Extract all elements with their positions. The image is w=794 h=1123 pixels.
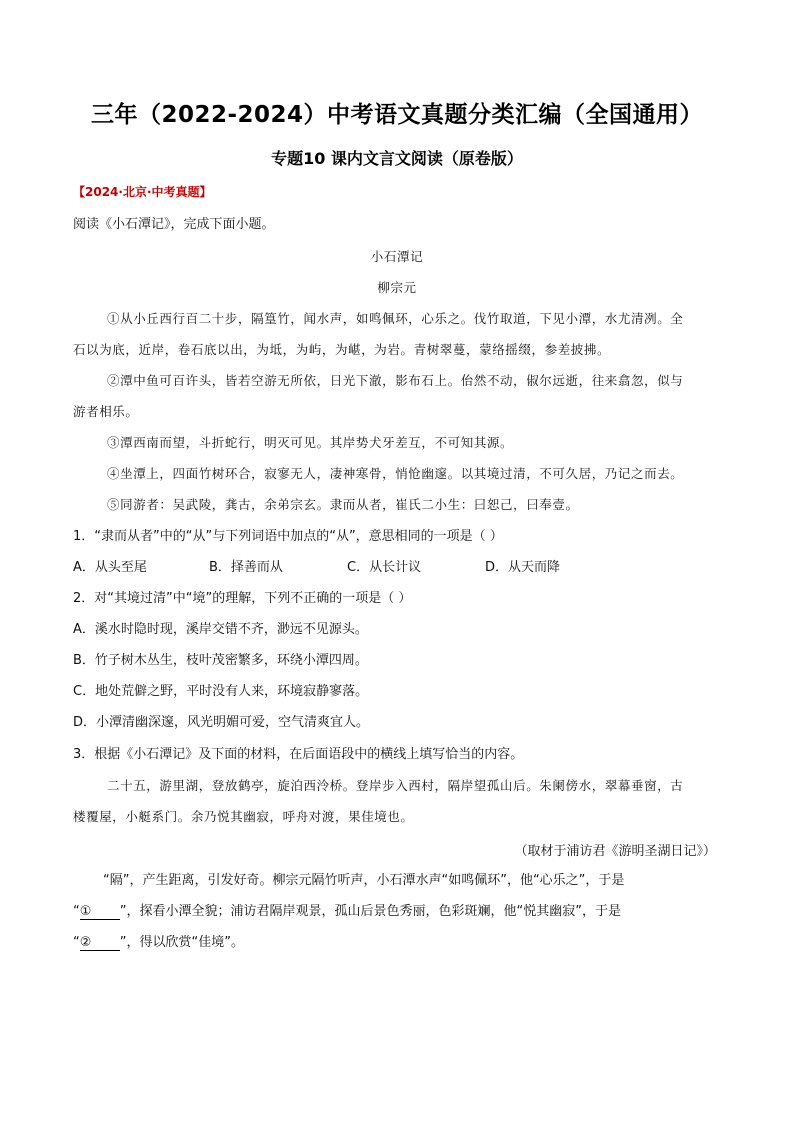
passage-paragraph-4: ④坐潭上，四面竹树环合，寂寥无人，凄神寒骨，悄怆幽邃。以其境过清，不可久居，乃记之而去。	[107, 466, 684, 481]
question-1-option-b: B．择善而从	[209, 560, 283, 575]
answer-blank-1[interactable]: ①	[80, 904, 120, 920]
question-2-option-a: A．溪水时隐时现，溪岸交错不齐，渺远不见源头。	[73, 622, 368, 637]
fill-line-3-text: ”，得以欣赏“佳境”。	[119, 935, 244, 950]
question-3-fill-line-1: “隔”，产生距离，引发好奇。柳宗元隔竹听声，小石潭水声“如鸣佩环”，他“心乐之”，于是	[103, 873, 625, 888]
question-1-options	[73, 559, 560, 577]
question-3-material-line-2: 楼覆屋，小艇系门。余乃悦其幽寂，呼舟对渡，果佳境也。	[73, 809, 414, 824]
open-quote: “	[73, 935, 80, 950]
question-2-option-d: D．小潭清幽深邃，风光明媚可爱，空气清爽宜人。	[73, 715, 370, 730]
passage-author: 柳宗元	[377, 280, 417, 295]
question-1-option-d: D．从天而降	[485, 560, 561, 575]
source-tag: 【2024·北京·中考真题】	[73, 185, 212, 199]
passage-paragraph-2-line-2: 游者相乐。	[73, 404, 139, 419]
question-1-stem: 1．“隶而从者”中的“从”与下列词语中加点的“从”，意思相同的一项是（ ）	[73, 529, 503, 544]
passage-paragraph-1-line-1: ①从小丘西行百二十步，隔篁竹，闻水声，如鸣佩环，心乐之。伐竹取道，下见小潭，水尤清冽。全	[107, 311, 684, 326]
question-2-option-b: B．竹子树木丛生，枝叶茂密繁多，环绕小潭四周。	[73, 653, 368, 668]
answer-blank-2[interactable]: ②	[80, 935, 120, 951]
question-1-option-c: C．从长计议	[347, 560, 422, 575]
passage-paragraph-3: ③潭西南而望，斗折蛇行，明灭可见。其岸势犬牙差互，不可知其源。	[107, 435, 514, 450]
passage-paragraph-1-line-2: 石以为底，近岸，卷石底以出，为坻，为屿，为嵁，为岩。青树翠蔓，蒙络摇缀，参差披拂。	[73, 342, 611, 357]
question-3-fill-line-3	[73, 934, 244, 952]
fill-line-2-text: ”，探看小潭全貌；浦访君隔岸观景，孤山后景色秀丽，色彩斑斓，他“悦其幽寂”，于是	[119, 904, 621, 919]
question-3-stem: 3．根据《小石潭记》及下面的材料，在后面语段中的横线上填写恰当的内容。	[73, 747, 524, 762]
open-quote: “	[73, 904, 80, 919]
document-title: 三年（2022-2024）中考语文真题分类汇编（全国通用）	[90, 102, 704, 128]
passage-title: 小石潭记	[370, 249, 424, 264]
question-3-material-source: （取材于浦访君《游明圣湖日记》）	[514, 844, 716, 859]
question-1-option-a: A．从头至尾	[73, 560, 147, 575]
passage-paragraph-2-line-1: ②潭中鱼可百许头，皆若空游无所依，日光下澈，影布石上。佁然不动，俶尔远逝，往来翕忽，似与	[107, 373, 684, 388]
question-3-fill-line-2	[73, 903, 621, 921]
intro-text: 阅读《小石潭记》，完成下面小题。	[73, 217, 275, 232]
question-3-material-line-1: 二十五，游里湖，登放鹤亭，旋泊西泠桥。登岸步入西村，隔岸望孤山后。朱阑傍水，翠幕垂窗，古	[107, 778, 684, 793]
question-2-option-c: C．地处荒僻之野，平时没有人来，环境寂静寥落。	[73, 684, 369, 699]
question-2-stem: 2．对“其境过清”中“境”的理解，下列不正确的一项是（ ）	[73, 591, 412, 606]
document-subtitle: 专题10 课内文言文阅读（原卷版）	[271, 149, 523, 168]
passage-paragraph-5: ⑤同游者：吴武陵，龚古，余弟宗玄。隶而从者，崔氏二小生：曰恕己，曰奉壹。	[107, 497, 579, 512]
